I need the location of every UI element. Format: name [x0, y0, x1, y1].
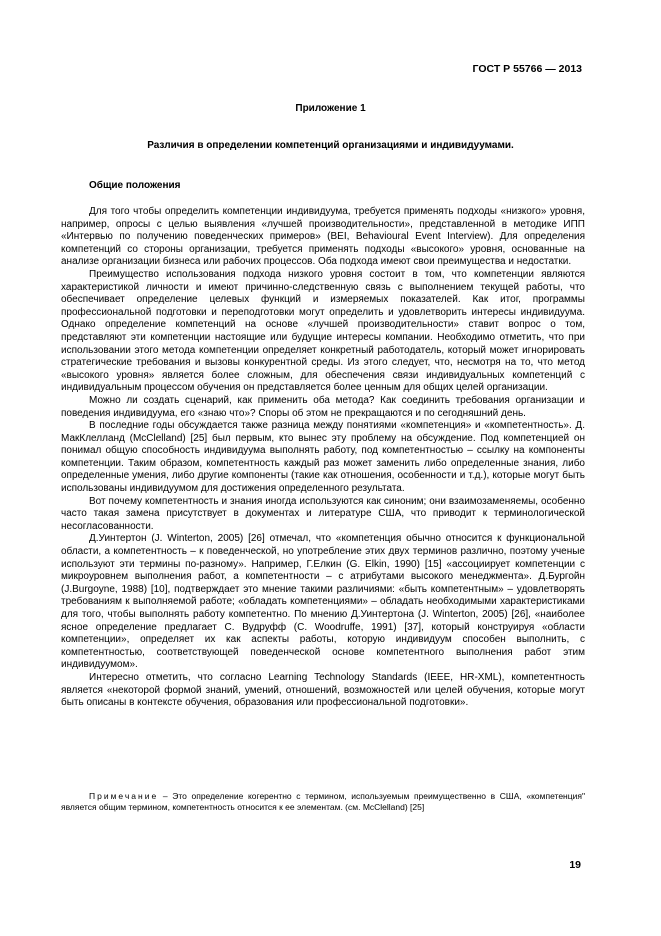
page-number: 19 [569, 859, 581, 871]
note-paragraph [61, 791, 585, 813]
note-label: Примечание [89, 791, 159, 801]
appendix-title: Различия в определении компетенций организациями и индивидуумами. [147, 140, 514, 151]
paragraph: Интересно отметить, что согласно Learning Technology Standards (IEEE, HR-XML), компетентность является «некоторой формой знаний, умений, отношений, возможностей или целей обучения, которые могут быть описаны в контексте обучения, образования или профессиональной подготовки». [61, 671, 585, 709]
note-text: – Это определение когерентно с термином, используемым преимущественно в США, «компетенция" является общим термином, компетентность относится к ее элементам. (см. McClelland) [25] [61, 791, 585, 812]
paragraph: В последние годы обсуждается также разница между понятиями «компетенция» и «компетентность». Д. МакКлелланд (McClelland) [25] был первым, кто вынес эту проблему на обсуждение. Под компетенцией он понимал общую способность индивидуума выполнять работу, под компетентностью – ссылку на компоненты компетенции. Таким образом, компетентность каждый раз может заменить либо определенные знания, либо определенные умения, либо другие компоненты (такие как отношения, особенности и т.д.), которые могут быть использованы индивидуумом для достижения определенного результата. [61, 420, 585, 495]
document-code-header: ГОСТ Р 55766 — 2013 [472, 63, 582, 75]
footnote [61, 791, 585, 813]
section-title: Общие положения [89, 180, 181, 191]
paragraph: Д.Уинтертон (J. Winterton, 2005) [26] отмечал, что «компетенция обычно относится к функциональной области, а компетентность – к поведенческой, но употребление этих двух терминов различно, поэтому ученые используют эти термины по-разному». Например, Г.Елкин (G. Elkin, 1990) [15] «ассоциирует компетенции с микроуровнем выполнения работ, а компетентности – с атрибутами высокого менеджмента». Д.Бургойн (J.Burgoyne, 1988) [10], подтверждает это мнение такими различиями: «быть компетентным» – удовлетворять требованиям к выполняемой работе; «обладать компетенциями» – обладать необходимыми характеристиками для того, чтобы выполнять работу компетентно. По мнению Д.Уинтертона (J. Winterton, 2005) [26], «наиболее ясное определение предлагает С. Вудруфф (C. Woodruffe, 1991) [37], который конструируя «области компетенции», определяет их как аспекты работы, которую индивидуум способен выполнить, с компетентностью, соответствующей поведенческой основе компетентного выполнения работ этим индивидуумом». [61, 533, 585, 671]
paragraph: Преимущество использования подхода низкого уровня состоит в том, что компетенции являются характеристикой личности и имеют причинно-следственную связь с выполнением текущей работы, что обеспечивает определение целевых функций и измеряемых показателей. Как итог, программы профессиональной подготовки и переподготовки могут определить и удовлетворить интересы индивидуума. Однако определение компетенций на основе «лучшей производительности» ставит вопрос о том, представляют эти компетенции настоящие или будущие интересы компании. Необходимо отметить, что при использовании этого метода компетенции определяет конкретный работодатель, который может игнорировать стратегические требования и вызовы конкурентной среды. Из этого следует, что, несмотря на то, что метод «высокого уровня» является более сложным, для обеспечения связи индивидуальных компетенций с индивидуальным процессом обучения он представляется более ценным для общих целей организации. [61, 268, 585, 394]
paragraph: Вот почему компетентность и знания иногда используются как синоним; они взаимозаменяемы, особенно часто такая замена присутствует в документах и литературе США, что приводит к терминологической несогласованности. [61, 495, 585, 532]
appendix-label: Приложение 1 [295, 103, 366, 114]
paragraph: Для того чтобы определить компетенции индивидуума, требуется применять подходы «низкого» уровня, например, опросы с целью выявления «лучшей производительности», представленной в методике ИПП «Интервью по получению поведенческих примеров» (BEI, Behavioural Event Interview). Для определения компетенций со стороны организации, требуется применять подходы «высокого» уровня, основанные на анализе организации бизнеса или рабочих процессов. Оба подхода имеют свои преимущества и недостатки. [61, 206, 585, 268]
body-text [61, 206, 585, 710]
paragraph: Можно ли создать сценарий, как применить оба метода? Как соединить требования организации и поведения индивидуума, его «знаю что»? Споры об этом не прекращаются и по сегодняшний день. [61, 394, 585, 419]
